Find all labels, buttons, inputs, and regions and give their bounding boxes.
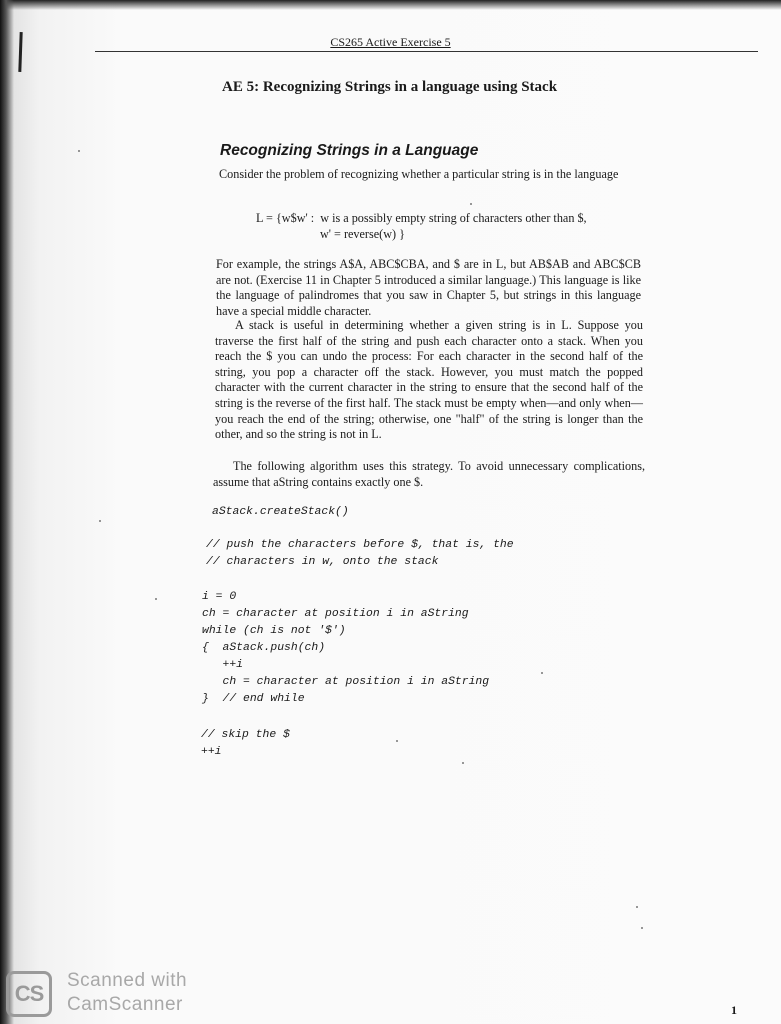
algorithm-intro-paragraph: The following algorithm uses this strategy. To avoid unnecessary complications, assume that aString contains exactly one $.	[213, 459, 645, 489]
code-push-loop: i = 0 ch = character at position i in aString while (ch is not '$') { aStack.push(ch) ++i ch = character at position i in aString } // end while	[202, 591, 490, 705]
exercise-title: AE 5: Recognizing Strings in a language using Stack	[222, 79, 558, 95]
intro-paragraph: Consider the problem of recognizing whether a particular string is in the language	[219, 167, 619, 181]
header-rule	[95, 51, 758, 52]
definition-line-1: L = {w$w' : w is a possibly empty string of characters other than $,	[256, 211, 587, 225]
running-header: CS265 Active Exercise 5	[330, 35, 451, 49]
section-heading: Recognizing Strings in a Language	[220, 142, 479, 159]
scan-left-edge	[0, 0, 14, 1024]
stack-explanation-paragraph: A stack is useful in determining whether a given string is in L. Suppose you traverse the first half of the string and push each character onto a stack. When you reach the $ you can undo the process: For each character in the second half of the string, you pop a character off the stack. However, you must match the popped character with the current character in the string to ensure that the second half of the string is the reverse of the first half. The stack must be empty when—and only when—you reach the end of the string; otherwise, one "half" of the string is longer than the other, and so the string is not in L.	[215, 318, 643, 442]
scan-speck	[636, 906, 638, 908]
language-definition	[256, 211, 587, 242]
code-push-comment: // push the characters before $, that is, the // characters in w, onto the stack	[206, 539, 514, 568]
camscanner-watermark	[6, 969, 206, 1021]
watermark-line-2: CamScanner	[67, 994, 183, 1015]
examples-paragraph: For example, the strings A$A, ABC$CBA, and $ are in L, but AB$AB and ABC$CB are not. (Exercise 11 in Chapter 5 introduced a similar language.) This language is like the language of palindromes that you saw in Chapter 5, but strings in this language have a special middle character.	[216, 257, 641, 318]
watermark-text	[67, 969, 187, 1017]
page-number: 1	[731, 1003, 737, 1017]
watermark-line-1: Scanned with	[67, 970, 188, 991]
scan-speck	[541, 672, 543, 674]
scan-speck	[396, 740, 398, 742]
scan-speck	[155, 598, 157, 600]
code-skip-dollar: // skip the $ ++i	[201, 729, 290, 758]
code-create-stack: aStack.createStack()	[212, 506, 349, 518]
scan-speck	[462, 762, 464, 764]
scan-speck	[99, 520, 101, 522]
scan-speck	[470, 203, 472, 205]
scan-speck	[78, 150, 80, 152]
scan-top-edge	[0, 0, 781, 10]
camscanner-logo-icon: CS	[6, 971, 52, 1017]
definition-line-2: w' = reverse(w) }	[256, 226, 405, 241]
scan-speck	[641, 927, 643, 929]
